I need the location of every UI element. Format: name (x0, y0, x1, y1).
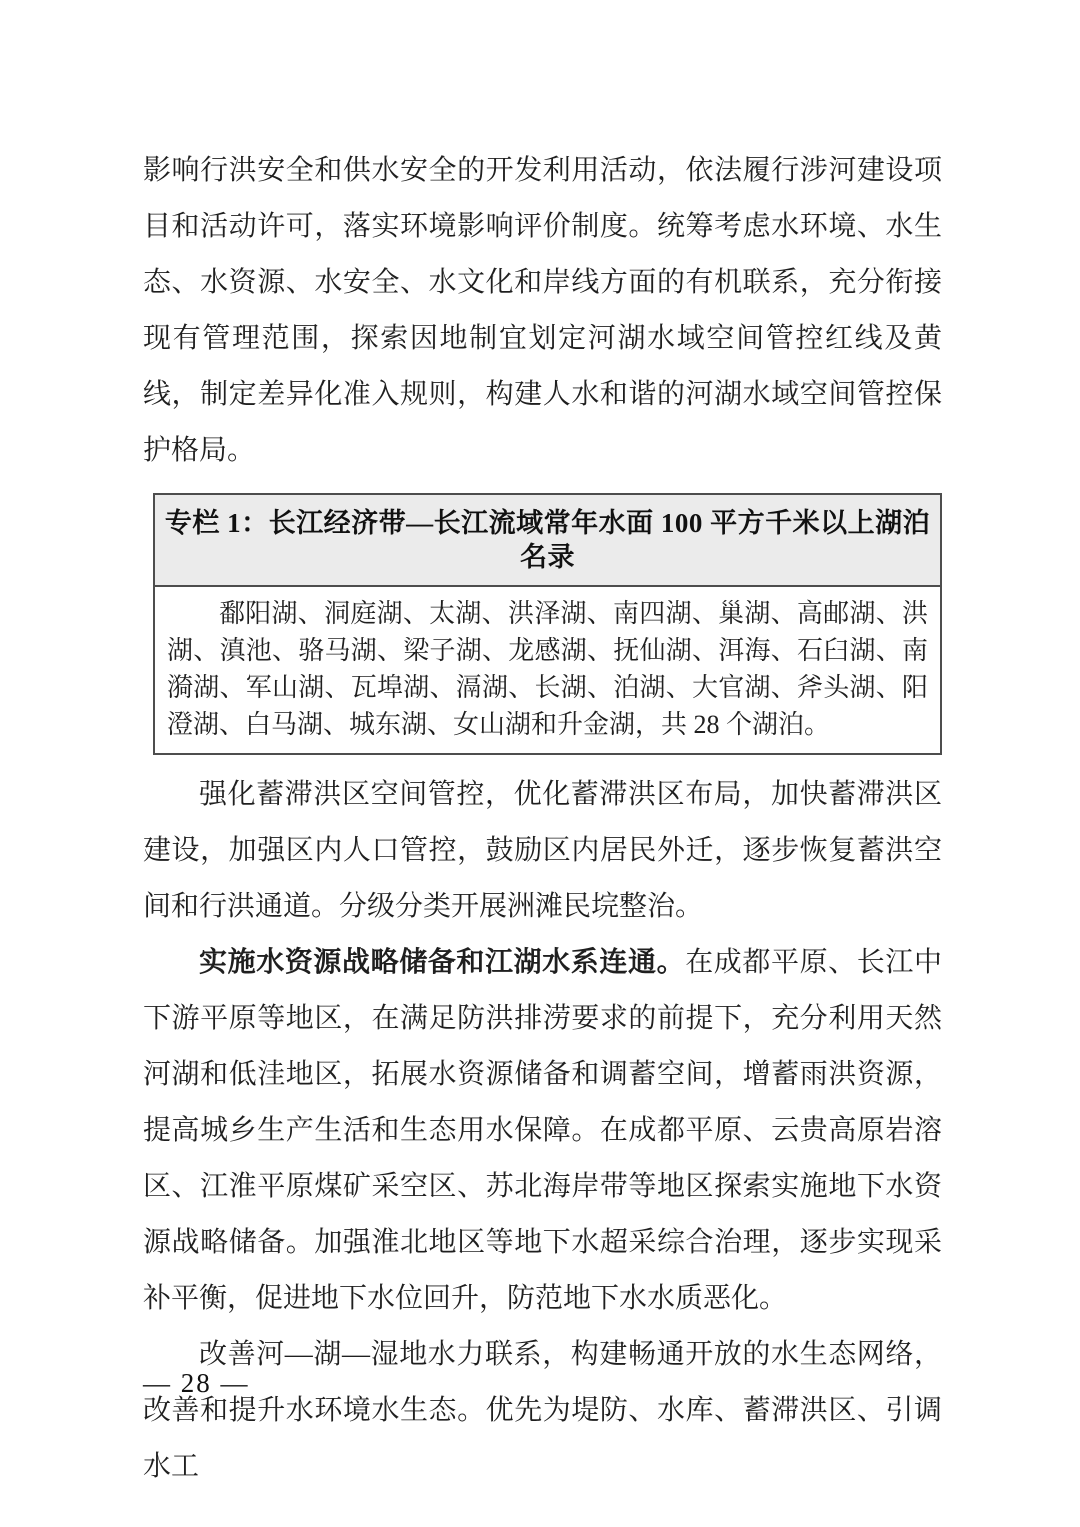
callout-box-text: 鄱阳湖、洞庭湖、太湖、洪泽湖、南四湖、巢湖、高邮湖、洪湖、滇池、骆马湖、梁子湖、龙感湖、抚仙湖、洱海、石臼湖、南漪湖、军山湖、瓦埠湖、滆湖、长湖、泊湖、大官湖、斧头湖、阳澄湖、白马湖、城东湖、女山湖和升金湖，共 28 个湖泊。 (167, 599, 928, 739)
callout-box-body (155, 587, 940, 753)
paragraph-water-reserve-lead: 实施水资源战略储备和江湖水系连通。 (199, 947, 686, 978)
callout-box-title: 专栏 1：长江经济带—长江流域常年水面 100 平方千米以上湖泊名录 (155, 495, 940, 587)
page-number: — 28 — (143, 1368, 250, 1398)
page-content (143, 143, 942, 1495)
callout-box-lakes (153, 493, 942, 755)
paragraph-continuation: 影响行洪安全和供水安全的开发利用活动，依法履行涉河建设项目和活动许可，落实环境影响评价制度。统筹考虑水环境、水生态、水资源、水安全、水文化和岸线方面的有机联系，充分衔接现有管理范围，探索因地制宜划定河湖水域空间管控红线及黄线，制定差异化准入规则，构建人水和谐的河湖水域空间管控保护格局。 (143, 155, 942, 466)
paragraph-water-reserve (143, 935, 942, 1327)
paragraph-river-lake-wetland: 改善河—湖—湿地水力联系，构建畅通开放的水生态网络，改善和提升水环境水生态。优先为堤防、水库、蓄滞洪区、引调水工 (143, 1339, 942, 1482)
paragraph-flood-zones: 强化蓄滞洪区空间管控，优化蓄滞洪区布局，加快蓄滞洪区建设，加强区内人口管控，鼓励区内居民外迁，逐步恢复蓄洪空间和行洪通道。分级分类开展洲滩民垸整治。 (143, 779, 942, 922)
paragraph-water-reserve-text: 在成都平原、长江中下游平原等地区，在满足防洪排涝要求的前提下，充分利用天然河湖和低洼地区，拓展水资源储备和调蓄空间，增蓄雨洪资源，提高城乡生产生活和生态用水保障。在成都平原、云贵高原岩溶区、江淮平原煤矿采空区、苏北海岸带等地区探索实施地下水资源战略储备。加强淮北地区等地下水超采综合治理，逐步实现采补平衡，促进地下水位回升，防范地下水水质恶化。 (143, 947, 942, 1314)
